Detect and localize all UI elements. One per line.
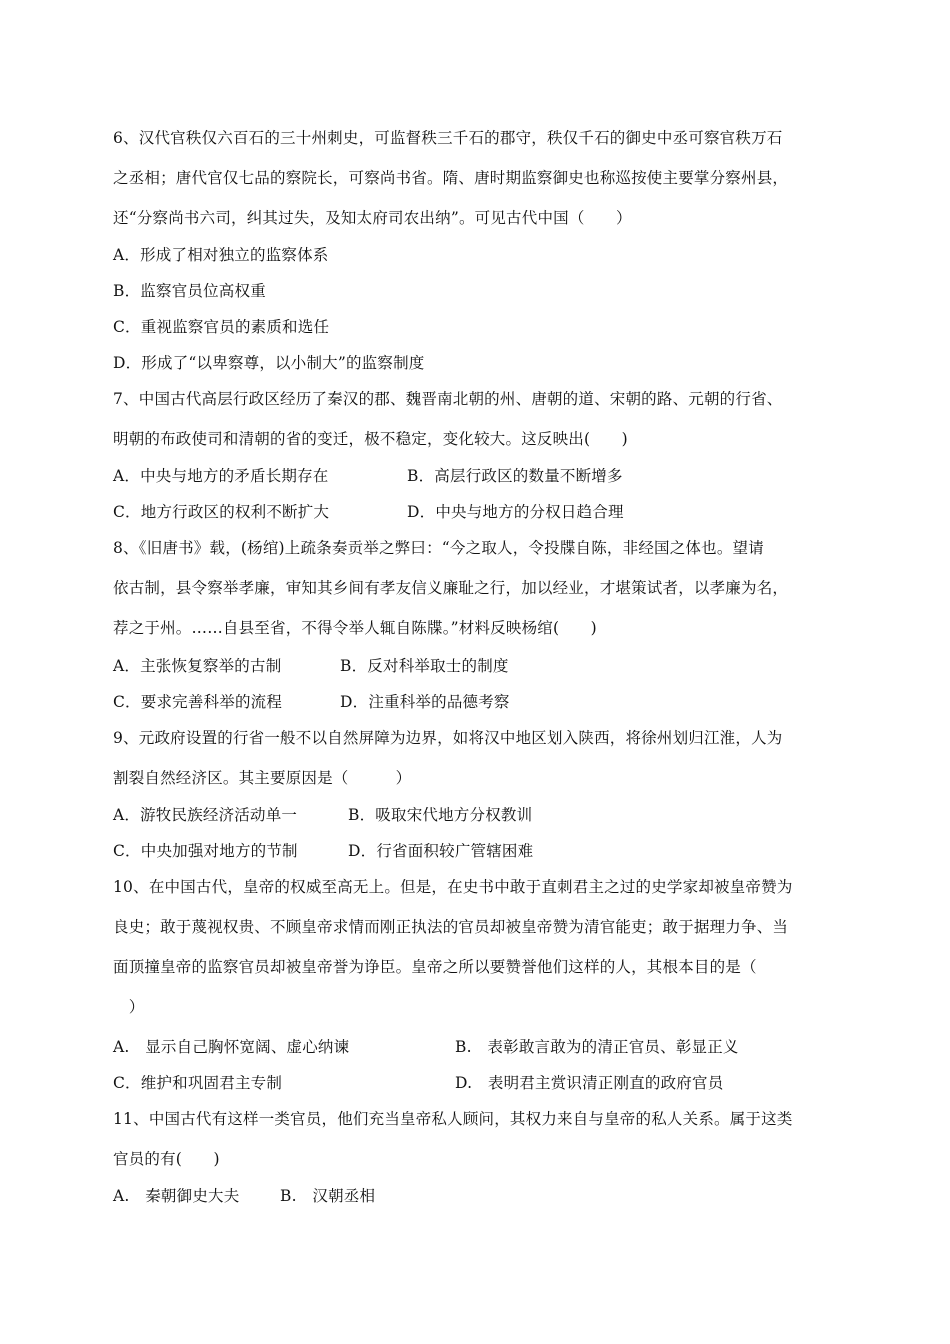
- question-6-option-b: B．监察官员位高权重: [113, 282, 266, 300]
- question-9-option-b: B．吸取宋代地方分权教训: [348, 806, 533, 824]
- question-8-stem-line-2: 依古制，县令察举孝廉，审知其乡间有孝友信义廉耻之行，加以经业，才堪策试者，以孝廉为名，: [113, 579, 789, 597]
- question-7-option-d: D．中央与地方的分权日趋合理: [407, 503, 624, 521]
- question-9-option-c: C．中央加强对地方的节制: [113, 842, 298, 860]
- question-7-option-c: C．地方行政区的权利不断扩大: [113, 503, 330, 521]
- question-9-stem-line-1: 9、元政府设置的行省一般不以自然屏障为边界，如将汉中地区划入陕西，将徐州划归江淮，人为: [113, 729, 783, 747]
- question-10-stem-line-4: ）: [113, 998, 145, 1016]
- question-6-option-a: A．形成了相对独立的监察体系: [113, 246, 329, 264]
- question-6-stem-line-1: 6、汉代官秩仅六百石的三十州刺史，可监督秩三千石的郡守，秩仅千石的御史中丞可察官秩万石: [113, 129, 783, 147]
- question-9-option-a: A．游牧民族经济活动单一: [113, 806, 298, 824]
- question-11-option-a: A. 秦朝御史大夫: [113, 1187, 240, 1205]
- question-7-option-a: A．中央与地方的矛盾长期存在: [113, 467, 329, 485]
- question-10-option-b: B. 表彰敢言敢为的清正官员、彰显正义: [455, 1038, 739, 1056]
- question-10-option-d: D. 表明君主赏识清正刚直的政府官员: [455, 1074, 724, 1092]
- question-6-option-c: C．重视监察官员的素质和选任: [113, 318, 330, 336]
- question-10-stem-line-1: 10、在中国古代，皇帝的权威至高无上。但是，在史书中敢于直刺君主之过的史学家却被皇帝赞为: [113, 878, 793, 896]
- question-10-option-a: A. 显示自己胸怀宽阔、虚心纳谏: [113, 1038, 350, 1056]
- question-6-option-d: D．形成了“以卑察尊，以小制大”的监察制度: [113, 354, 425, 372]
- question-7-stem-line-1: 7、中国古代高层行政区经历了秦汉的郡、魏晋南北朝的州、唐朝的道、宋朝的路、元朝的行省、: [113, 390, 783, 408]
- question-8-stem-line-1: 8、《旧唐书》载，(杨绾)上疏条奏贡举之弊曰：“今之取人，令投牒自陈，非经国之体也。望请: [113, 539, 764, 557]
- question-9-option-d: D．行省面积较广管辖困难: [348, 842, 534, 860]
- question-8-stem-line-3: 荐之于州。……自县至省，不得令举人辄自陈牒。”材料反映杨绾( ): [113, 619, 597, 637]
- question-10-stem-line-2: 良史；敢于蔑视权贵、不顾皇帝求情而刚正执法的官员却被皇帝赞为清官能吏；敢于据理力争、当: [113, 918, 789, 936]
- question-10-option-c: C．维护和巩固君主专制: [113, 1074, 283, 1092]
- question-11-option-b: B. 汉朝丞相: [280, 1187, 376, 1205]
- question-8-option-b: B．反对科举取士的制度: [340, 657, 509, 675]
- question-11-stem-line-2: 官员的有( ): [113, 1150, 220, 1168]
- question-6-stem-line-2: 之丞相；唐代官仅七品的察院长，可察尚书省。隋、唐时期监察御史也称巡按使主要掌分察州县，: [113, 169, 789, 187]
- question-7-option-b: B．高层行政区的数量不断增多: [407, 467, 623, 485]
- question-8-option-c: C．要求完善科举的流程: [113, 693, 283, 711]
- question-6-stem-line-3: 还“分察尚书六司，纠其过失，及知太府司农出纳”。可见古代中国（ ）: [113, 209, 632, 227]
- question-7-stem-line-2: 明朝的布政使司和清朝的省的变迁，极不稳定，变化较大。这反映出( ): [113, 430, 628, 448]
- question-10-stem-line-3: 面顶撞皇帝的监察官员却被皇帝誉为诤臣。皇帝之所以要赞誉他们这样的人，其根本目的是（: [113, 958, 757, 976]
- question-9-stem-line-2: 割裂自然经济区。其主要原因是（ ）: [113, 769, 412, 787]
- question-11-stem-line-1: 11、中国古代有这样一类官员，他们充当皇帝私人顾问，其权力来自与皇帝的私人关系。属于这类: [113, 1110, 793, 1128]
- question-8-option-a: A．主张恢复察举的古制: [113, 657, 282, 675]
- question-8-option-d: D．注重科举的品德考察: [340, 693, 510, 711]
